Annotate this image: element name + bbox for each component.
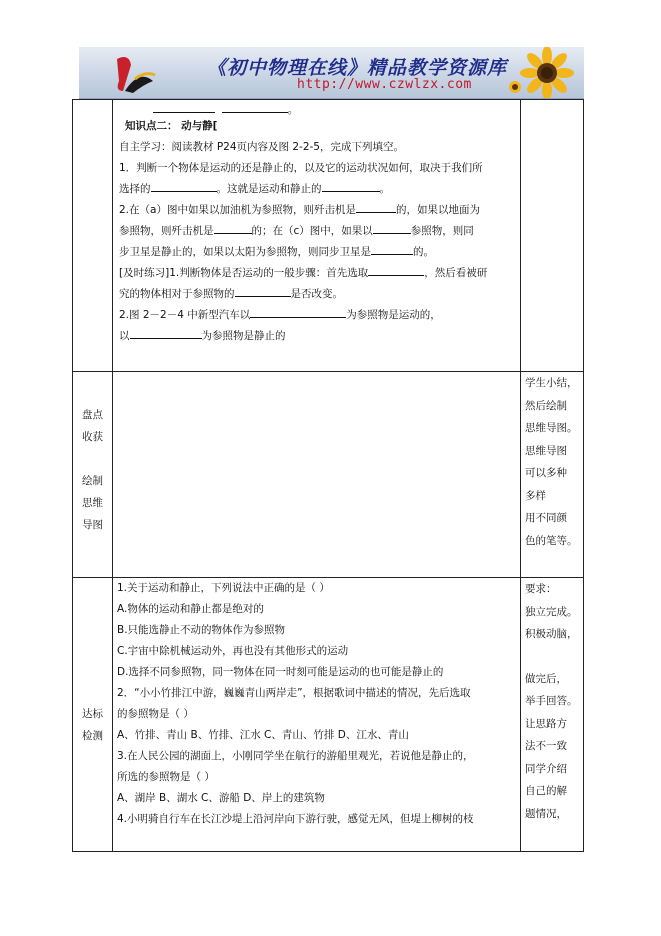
banner-url[interactable]: http://www.czwlzx.com <box>297 77 472 92</box>
section-heading: 知识点二： 动与静[ <box>125 120 218 132</box>
summary-label: 盘点 收获 绘制 思维 导图 <box>73 372 113 578</box>
answer-blank[interactable] <box>373 221 411 234</box>
answer-blank[interactable] <box>371 242 413 255</box>
question-line: 1．判断一个物体是运动的还是静止的，以及它的运动状况如何，取决于我们所 <box>119 162 483 174</box>
banner-title: 《初中物理在线》精品教学资源库 <box>207 57 508 79</box>
row1-label-cell <box>73 100 113 372</box>
quiz-line: 4.小明骑自行车在长江沙堤上沿河岸向下游行驶，感觉无风，但堤上柳树的枝 <box>117 813 474 825</box>
row-assessment <box>73 578 584 852</box>
quiz-line: 的参照物是（ ） <box>117 708 194 720</box>
answer-blank[interactable] <box>322 179 380 192</box>
quiz-line: 2．“小小竹排江中游，巍巍青山两岸走”，根据歌词中描述的情况，先后选取 <box>117 687 471 699</box>
quiz-line: 3.在人民公园的湖面上，小刚同学坐在航行的游船里观光，若说他是静止的， <box>117 750 474 762</box>
quiz-line: 所选的参照物是（ ） <box>117 771 215 783</box>
quiz-option[interactable]: D.选择不同参照物，同一物体在同一时刻可能是运动的也可能是静止的 <box>117 666 444 678</box>
quiz-option[interactable]: A.物体的运动和静止都是绝对的 <box>117 603 264 615</box>
answer-blank[interactable] <box>368 263 424 276</box>
header-banner <box>79 47 584 99</box>
practice-line: 究的物体相对于参照物的 是否改变。 <box>119 284 516 305</box>
assessment-questions <box>113 578 521 852</box>
row1-side-cell <box>521 100 584 372</box>
summary-instructions: 学生小结， 然后绘制 思维导图。 思维导图 可以多种 多样 用不同颜 色的笔等。 <box>521 372 584 578</box>
answer-blank[interactable] <box>250 305 346 318</box>
practice-line: [及时练习]1.判断物体是否运动的一般步骤：首先选取 ，然后看被研 <box>119 263 516 284</box>
question-line: 步卫星是静止的，如果以太阳为参照物，则同步卫星是 的。 <box>119 242 516 263</box>
sunflower-icon <box>503 47 583 98</box>
answer-blank[interactable] <box>235 284 291 297</box>
answer-blank[interactable] <box>130 326 202 339</box>
intro-text: 自主学习：阅读教材 P24页内容及图 2-2-5，完成下列填空。 <box>119 141 404 153</box>
quiz-option[interactable]: A、竹排、青山 B、竹排、江水 C、青山、竹排 D、江水、青山 <box>117 729 409 741</box>
assessment-label: 达标 检测 <box>73 578 113 852</box>
question-line: 选择的 。这就是运动和静止的 。 <box>119 179 516 200</box>
quiz-option[interactable]: A、湖岸 B、湖水 C、游船 D、岸上的建筑物 <box>117 792 325 804</box>
quiz-line: 1.关于运动和静止，下列说法中正确的是（ ） <box>117 582 330 594</box>
question-line: 2.在（a）图中如果以加油机为参照物，则歼击机是 的，如果以地面为 <box>119 200 516 221</box>
answer-blank[interactable] <box>214 221 252 234</box>
row-summary <box>73 372 584 578</box>
quiz-option[interactable]: B.只能选静止不动的物体作为参照物 <box>117 624 286 636</box>
question-line: 参照物，则歼击机是 的；在（c）图中，如果以 参照物，则同 <box>119 221 516 242</box>
practice-line: 以 为参照物是静止的 <box>119 326 516 347</box>
answer-blank[interactable] <box>356 200 396 213</box>
row-knowledge-point <box>73 100 584 372</box>
practice-line: 2.图 2－2－4 中新型汽车以 为参照物是运动的， <box>119 305 516 326</box>
logo-icon <box>109 51 157 95</box>
mind-map-area[interactable] <box>113 372 521 578</box>
lesson-table <box>72 99 584 852</box>
quiz-option[interactable]: C.宇宙中除机械运动外，再也没有其他形式的运动 <box>117 645 349 657</box>
answer-blank[interactable] <box>151 179 217 192</box>
assessment-instructions: 要求： 独立完成。 积极动脑， 做完后， 举手回答。 让思路方 法不一致 同学介绍 自己的解 题情况， <box>521 578 584 852</box>
row1-content: 。 知识点二： 动与静[ 自主学习：阅读教材 P24页内容及图 2-2-5，完成下列填空。 1．判断一个物体是运动的还是静止的，以及它的运动状况如何，取决于我们所 选择的 。这就是运动和静止的 。 2.在（a）图中如果以加油机为参照物，则歼击机是 的，如果以地面为 参照物，则歼击机是 的；在（c）图中，如果以 参照物，则同 步卫星是静止的，如果以太阳为参照物，则同步卫星是 的。 [及时练习]1.判断物体是否运动的一般步骤：首先选取 ，然后看被研 究的物体相对于参照物的 是否改变。 2.图 2－2－4 中新型汽车以 为参照物是运动的， 以 为参照物是静止的 <box>113 100 521 372</box>
